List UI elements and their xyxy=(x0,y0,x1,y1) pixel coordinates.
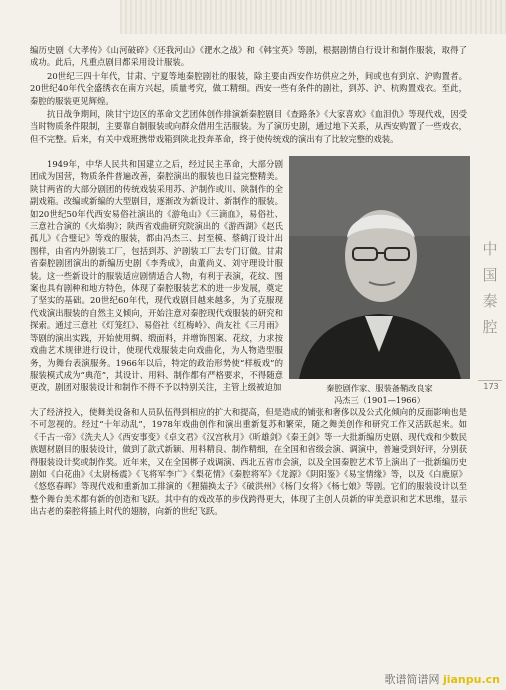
watermark-en: jianpu.cn xyxy=(442,673,500,686)
side-title-char-2: 国 xyxy=(482,266,498,284)
paragraph-2: 20世纪三四十年代，甘肃、宁夏等地秦腔剧社的服装，除主要由西安作坊供应之外，间或也有到京、沪购置者。20世纪40年代全盛绣衣在南方兴起，质量考究，做工精细。西安一些有条件的剧社，到苏、沪、杭购置戏衣。至此，秦腔的服装更见辉煌。 xyxy=(30,71,467,106)
side-divider xyxy=(478,380,502,381)
portrait-figure xyxy=(289,156,470,379)
page-number: 173 xyxy=(483,382,499,391)
paragraph-1: 编历史剧《大孝传》《山河破碎》《还我河山》《淝水之战》和《韩宝英》等剧，根据剧情自行设计和制作服装，取得了成功。此后，凡重点剧目都采用设计服装。 xyxy=(30,45,467,68)
side-title-char-4: 腔 xyxy=(482,318,498,336)
paragraph-4-continued: 大了经济投入，使舞美设备和人员队伍得到相应的扩大和提高，但是造成的铺张和奢侈以及公式化倾向的反面影响也是不可忽视的。经过“十年动乱”，1978年戏曲创作和演出重新复苏和繁荣，随之舞美创作和研究工作又活跃起来。如《千古一帝》《洗夫人》《西安事变》《卓文君》《汉宫秋月》《昕雄剑》《秦王剑》等一大批新编历史剧、现代戏和少数民族题材剧目的服装设计，做到了款式新颖、用料精良、制作精细，在全国和省级会演、调演中，普遍受到好评，分别获得服装设计奖或制作奖。近年来，又在全国梆子戏调演、西北五省市会演，以及全国秦腔艺术节上演出了一批新编历史剧如《白花曲》《太尉杨震》《飞将军李广》《梨花情》《秦腔将军》《龙源》《阴阳鉴》《易宝情缘》等，以及《白鹿原》《悠悠春晖》等现代戏和重新加工排演的《狸猫换太子》《破洪州》《杨门女将》《杨七娘》等剧。它们的服装设计以至整个舞台美术都有新的创造和飞跃。其中有的戏改革的步伐跨得更大，体现了主创人员新的审美意识和艺术思维，显示出古老的秦腔将插上时代的翅膀，向新的世纪飞跃。 xyxy=(30,407,467,517)
portrait-photo xyxy=(289,156,470,379)
photo-caption xyxy=(289,382,470,406)
watermark-cn: 歌谱简谱网 xyxy=(384,673,440,686)
side-title-char-3: 秦 xyxy=(482,292,498,310)
paragraph-3: 抗日战争期间，陕甘宁边区的革命文艺团体创作排演新秦腔剧目《查路条》《大家喜欢》《血泪仇》等现代戏，因受当时物质条件限制，主要靠自制服装或向群众借用生活服装。为了演历史剧，通过地下关系，从西安购置了一些戏衣，但不完整。后来，有关中戏班携带戏箱到陕北投奔革命，终于使传统戏的演出有了比较完整的戏装。 xyxy=(30,109,467,144)
paragraph-4: 1949年，中华人民共和国建立之后，经过民主革命，大部分剧团成为国营，物质条件普遍改善，秦腔演出的服装也日益完整精美。陕甘两省的大部分剧团的传统戏装采用苏、沪制作或川、陕制作的全副戏箱。改编或新编的大型剧目，逐渐改为新设计、新制作的服装。如20世纪50年代西安易俗社演出的《游龟山》《三滴血》，易俗社、三意社合演的《火焰驹》；陕西省戏曲研究院演出的《游西湖》《赵氏孤儿》《合璧记》等戏的服装，都由冯杰三、封至模、蔡鹤汀设计出图样，由省内外剧装工厂，包括到苏、沪剧装工厂去专门订做。甘肃省秦腔剧团演出的新编历史剧《李秀成》，由董尚义、刘守理设计服装。这一些新设计的服装适应剧情适合人物，有利于表演，花纹、图案也具有剧种和地方特色，体现了秦腔服装艺术的进一步发展，奠定了坚实的基础。20世纪60年代，现代戏剧目越来越多，为了克服现代戏演出服装的自然主义倾向，开始注意对秦腔现代戏服装的研究和探索。通过三意社《灯笼红》、易俗社《红梅岭》、尚友社《三月雨》等剧的演出实践，开始使用绸、缎面料，并增饰图案、花纹，力求按戏曲艺术规律进行设计，使现代戏服装走向戏曲化，为人物造型服务，为舞台表演服务。1966年以后，特定的政治形势使“样板戏”的服装模式成为“典范”，其设计、用料、制作都有严格要求，不得随意更改，剧团对服装设计和制作不得不予以特别关注，主管上级被迫加 xyxy=(30,159,283,393)
side-title-char-1: 中 xyxy=(482,240,498,258)
side-book-title xyxy=(478,236,502,340)
caption-line-1: 秦腔剧作家、服装备鞘改良家 xyxy=(326,383,433,393)
header-texture xyxy=(120,0,506,34)
caption-line-2: 冯杰三（1901—1966） xyxy=(334,395,425,405)
watermark xyxy=(384,671,500,687)
